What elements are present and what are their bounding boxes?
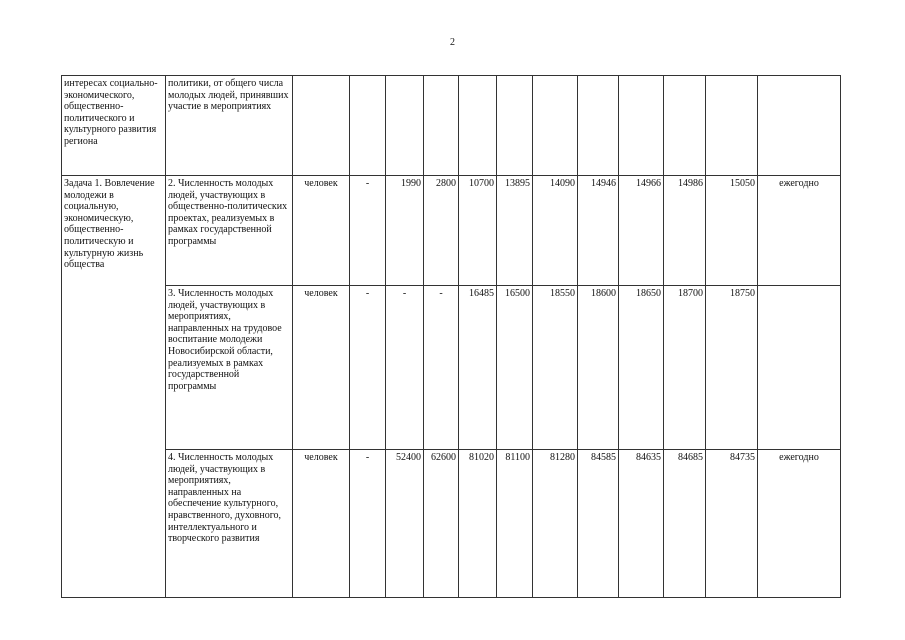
- period-cell: ежегодно: [758, 176, 841, 286]
- value-cell: -: [350, 176, 386, 286]
- unit-cell: человек: [293, 176, 350, 286]
- indicators-table: [61, 75, 841, 598]
- value-cell: [533, 76, 578, 176]
- value-cell: 14946: [578, 176, 619, 286]
- value-cell: 1990: [386, 176, 424, 286]
- value-cell: -: [386, 286, 424, 450]
- value-cell: 84585: [578, 450, 619, 598]
- unit-cell: [293, 76, 350, 176]
- period-cell: [758, 286, 841, 450]
- value-cell: [619, 76, 664, 176]
- value-cell: 18600: [578, 286, 619, 450]
- value-cell: [459, 76, 497, 176]
- page-number: 2: [450, 37, 455, 48]
- value-cell: 84635: [619, 450, 664, 598]
- value-cell: [706, 76, 758, 176]
- indicator-cell: 3. Численность молодых людей, участвующих в мероприятиях, направленных на трудовое воспитание молодежи Новосибирской области, реализуемых в рамках государственной программы: [166, 286, 293, 450]
- indicator-cell: 2. Численность молодых людей, участвующих в общественно-политических проектах, реализуемых в рамках государственной программы: [166, 176, 293, 286]
- table-row: [62, 76, 841, 176]
- value-cell: [497, 76, 533, 176]
- value-cell: [350, 76, 386, 176]
- value-cell: 62600: [424, 450, 459, 598]
- value-cell: -: [424, 286, 459, 450]
- value-cell: [424, 76, 459, 176]
- value-cell: [664, 76, 706, 176]
- value-cell: 84735: [706, 450, 758, 598]
- value-cell: 15050: [706, 176, 758, 286]
- value-cell: 14090: [533, 176, 578, 286]
- period-cell: ежегодно: [758, 450, 841, 598]
- value-cell: 81280: [533, 450, 578, 598]
- value-cell: 16500: [497, 286, 533, 450]
- value-cell: 14986: [664, 176, 706, 286]
- unit-cell: человек: [293, 450, 350, 598]
- indicator-cell: политики, от общего числа молодых людей, принявших участие в мероприятиях: [166, 76, 293, 176]
- table-row: [62, 450, 841, 598]
- indicator-cell: 4. Численность молодых людей, участвующих в мероприятиях, направленных на обеспечение культурного, нравственного, духовного, интеллектуального и творческого развития: [166, 450, 293, 598]
- value-cell: 52400: [386, 450, 424, 598]
- value-cell: -: [350, 286, 386, 450]
- value-cell: 18550: [533, 286, 578, 450]
- value-cell: 2800: [424, 176, 459, 286]
- value-cell: 81020: [459, 450, 497, 598]
- value-cell: 81100: [497, 450, 533, 598]
- table-row: [62, 286, 841, 450]
- unit-cell: человек: [293, 286, 350, 450]
- value-cell: 14966: [619, 176, 664, 286]
- table-row: [62, 176, 841, 286]
- period-cell: [758, 76, 841, 176]
- value-cell: 18750: [706, 286, 758, 450]
- value-cell: -: [350, 450, 386, 598]
- value-cell: [386, 76, 424, 176]
- value-cell: 13895: [497, 176, 533, 286]
- value-cell: 10700: [459, 176, 497, 286]
- value-cell: 84685: [664, 450, 706, 598]
- value-cell: 18700: [664, 286, 706, 450]
- task-cell: интересах социально-экономического, общественно-политического и культурного развития региона: [62, 76, 166, 176]
- task-cell: Задача 1. Вовлечение молодежи в социальную, экономическую, общественно-политическую и культурную жизнь общества: [62, 176, 166, 598]
- value-cell: 16485: [459, 286, 497, 450]
- value-cell: 18650: [619, 286, 664, 450]
- value-cell: [578, 76, 619, 176]
